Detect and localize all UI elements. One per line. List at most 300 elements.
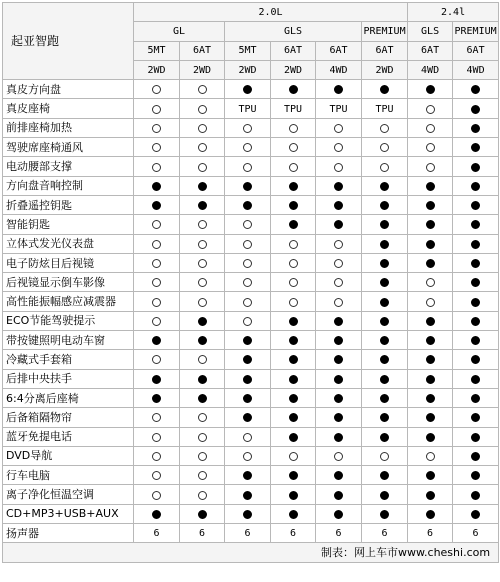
standard-cell bbox=[453, 215, 499, 234]
empty-dot-icon bbox=[198, 491, 207, 500]
empty-dot-icon bbox=[289, 143, 298, 152]
filled-dot-icon bbox=[380, 433, 389, 442]
empty-dot-icon bbox=[334, 278, 343, 287]
not-available-cell bbox=[225, 273, 271, 292]
filled-dot-icon bbox=[426, 433, 435, 442]
filled-dot-icon bbox=[243, 355, 252, 364]
feature-label: 高性能振幅感应减震器 bbox=[3, 292, 134, 311]
table-row bbox=[3, 408, 499, 427]
filled-dot-icon bbox=[380, 471, 389, 480]
filled-dot-icon bbox=[380, 298, 389, 307]
filled-dot-icon bbox=[380, 413, 389, 422]
filled-dot-icon bbox=[243, 471, 252, 480]
not-available-cell bbox=[180, 408, 225, 427]
filled-dot-icon bbox=[471, 413, 480, 422]
filled-dot-icon bbox=[334, 471, 343, 480]
empty-dot-icon bbox=[289, 298, 298, 307]
feature-label: 真皮座椅 bbox=[3, 99, 134, 118]
standard-cell bbox=[271, 466, 316, 485]
filled-dot-icon bbox=[380, 240, 389, 249]
not-available-cell bbox=[316, 292, 362, 311]
filled-dot-icon bbox=[426, 491, 435, 500]
table-row bbox=[3, 292, 499, 311]
not-available-cell bbox=[225, 118, 271, 137]
filled-dot-icon bbox=[289, 336, 298, 345]
empty-dot-icon bbox=[198, 278, 207, 287]
drive-header: 2WD bbox=[134, 60, 180, 79]
filled-dot-icon bbox=[426, 355, 435, 364]
cell-value: 6 bbox=[472, 528, 479, 540]
not-available-cell bbox=[408, 138, 453, 157]
empty-dot-icon bbox=[198, 355, 207, 364]
filled-dot-icon bbox=[289, 510, 298, 519]
filled-dot-icon bbox=[380, 317, 389, 326]
empty-dot-icon bbox=[152, 240, 161, 249]
standard-cell bbox=[408, 80, 453, 99]
empty-dot-icon bbox=[243, 124, 252, 133]
filled-dot-icon bbox=[471, 298, 480, 307]
filled-dot-icon bbox=[471, 355, 480, 364]
not-available-cell bbox=[316, 273, 362, 292]
filled-dot-icon bbox=[334, 394, 343, 403]
transmission-header: 6AT bbox=[453, 41, 499, 60]
standard-cell bbox=[180, 331, 225, 350]
filled-dot-icon bbox=[289, 220, 298, 229]
transmission-header: 5MT bbox=[134, 41, 180, 60]
empty-dot-icon bbox=[243, 240, 252, 249]
filled-dot-icon bbox=[380, 375, 389, 384]
feature-label: 驾驶席座椅通风 bbox=[3, 138, 134, 157]
empty-dot-icon bbox=[152, 124, 161, 133]
filled-dot-icon bbox=[471, 336, 480, 345]
standard-cell bbox=[180, 369, 225, 388]
not-available-cell bbox=[180, 446, 225, 465]
not-available-cell bbox=[134, 215, 180, 234]
table-row bbox=[3, 504, 499, 523]
empty-dot-icon bbox=[243, 278, 252, 287]
filled-dot-icon bbox=[380, 220, 389, 229]
filled-dot-icon bbox=[152, 394, 161, 403]
standard-cell bbox=[362, 311, 408, 330]
not-available-cell bbox=[225, 427, 271, 446]
not-available-cell bbox=[225, 311, 271, 330]
empty-dot-icon bbox=[152, 471, 161, 480]
not-available-cell bbox=[316, 234, 362, 253]
not-available-cell bbox=[134, 427, 180, 446]
standard-cell bbox=[453, 99, 499, 118]
standard-cell bbox=[362, 350, 408, 369]
drive-header: 4WD bbox=[408, 60, 453, 79]
empty-dot-icon bbox=[152, 413, 161, 422]
standard-cell bbox=[271, 485, 316, 504]
transmission-header: 5MT bbox=[225, 41, 271, 60]
drive-header: 2WD bbox=[180, 60, 225, 79]
empty-dot-icon bbox=[152, 278, 161, 287]
standard-cell bbox=[362, 485, 408, 504]
standard-cell bbox=[453, 427, 499, 446]
standard-cell bbox=[453, 176, 499, 195]
standard-cell bbox=[316, 215, 362, 234]
standard-cell bbox=[408, 311, 453, 330]
filled-dot-icon bbox=[198, 336, 207, 345]
cell-value: TPU bbox=[329, 103, 348, 115]
transmission-header: 6AT bbox=[271, 41, 316, 60]
standard-cell bbox=[453, 485, 499, 504]
not-available-cell bbox=[408, 446, 453, 465]
standard-cell bbox=[453, 118, 499, 137]
empty-dot-icon bbox=[152, 85, 161, 94]
standard-cell bbox=[225, 388, 271, 407]
empty-dot-icon bbox=[289, 278, 298, 287]
empty-dot-icon bbox=[426, 298, 435, 307]
filled-dot-icon bbox=[471, 124, 480, 133]
empty-dot-icon bbox=[243, 298, 252, 307]
empty-dot-icon bbox=[198, 85, 207, 94]
standard-cell bbox=[134, 176, 180, 195]
not-available-cell bbox=[225, 157, 271, 176]
standard-cell bbox=[408, 388, 453, 407]
feature-label: 真皮方向盘 bbox=[3, 80, 134, 99]
not-available-cell bbox=[180, 234, 225, 253]
empty-dot-icon bbox=[334, 163, 343, 172]
not-available-cell bbox=[362, 138, 408, 157]
not-available-cell bbox=[271, 446, 316, 465]
standard-cell bbox=[225, 504, 271, 523]
table-row bbox=[3, 350, 499, 369]
cell-value: 6 bbox=[153, 528, 160, 540]
not-available-cell bbox=[271, 273, 316, 292]
empty-dot-icon bbox=[380, 143, 389, 152]
table-row bbox=[3, 253, 499, 272]
not-available-cell bbox=[225, 446, 271, 465]
empty-dot-icon bbox=[289, 124, 298, 133]
standard-cell bbox=[316, 388, 362, 407]
trim-header: PREMIUM bbox=[453, 22, 499, 41]
filled-dot-icon bbox=[471, 510, 480, 519]
standard-cell bbox=[408, 504, 453, 523]
empty-dot-icon bbox=[426, 124, 435, 133]
not-available-cell bbox=[271, 292, 316, 311]
drive-header: 2WD bbox=[362, 60, 408, 79]
standard-cell bbox=[408, 234, 453, 253]
feature-label: 方向盘音响控制 bbox=[3, 176, 134, 195]
standard-cell bbox=[362, 466, 408, 485]
filled-dot-icon bbox=[471, 452, 480, 461]
standard-cell bbox=[453, 350, 499, 369]
filled-dot-icon bbox=[152, 375, 161, 384]
standard-cell bbox=[225, 176, 271, 195]
not-available-cell bbox=[362, 118, 408, 137]
not-available-cell bbox=[362, 446, 408, 465]
filled-dot-icon bbox=[471, 394, 480, 403]
filled-dot-icon bbox=[380, 355, 389, 364]
table-row bbox=[3, 369, 499, 388]
standard-cell bbox=[180, 176, 225, 195]
value-cell bbox=[316, 99, 362, 118]
not-available-cell bbox=[362, 157, 408, 176]
standard-cell bbox=[225, 369, 271, 388]
not-available-cell bbox=[271, 138, 316, 157]
filled-dot-icon bbox=[380, 201, 389, 210]
standard-cell bbox=[271, 388, 316, 407]
standard-cell bbox=[134, 388, 180, 407]
filled-dot-icon bbox=[426, 182, 435, 191]
not-available-cell bbox=[134, 292, 180, 311]
empty-dot-icon bbox=[152, 491, 161, 500]
filled-dot-icon bbox=[289, 433, 298, 442]
not-available-cell bbox=[180, 485, 225, 504]
empty-dot-icon bbox=[198, 413, 207, 422]
not-available-cell bbox=[180, 215, 225, 234]
table-row bbox=[3, 331, 499, 350]
standard-cell bbox=[316, 466, 362, 485]
not-available-cell bbox=[316, 446, 362, 465]
not-available-cell bbox=[134, 157, 180, 176]
standard-cell bbox=[408, 485, 453, 504]
empty-dot-icon bbox=[198, 240, 207, 249]
standard-cell bbox=[316, 80, 362, 99]
standard-cell bbox=[134, 504, 180, 523]
filled-dot-icon bbox=[471, 163, 480, 172]
standard-cell bbox=[362, 427, 408, 446]
filled-dot-icon bbox=[334, 220, 343, 229]
standard-cell bbox=[362, 408, 408, 427]
not-available-cell bbox=[134, 408, 180, 427]
standard-cell bbox=[362, 195, 408, 214]
not-available-cell bbox=[180, 292, 225, 311]
standard-cell bbox=[408, 427, 453, 446]
filled-dot-icon bbox=[471, 278, 480, 287]
standard-cell bbox=[362, 215, 408, 234]
not-available-cell bbox=[316, 138, 362, 157]
empty-dot-icon bbox=[198, 143, 207, 152]
empty-dot-icon bbox=[289, 259, 298, 268]
feature-label: 冷藏式手套箱 bbox=[3, 350, 134, 369]
empty-dot-icon bbox=[152, 317, 161, 326]
standard-cell bbox=[362, 234, 408, 253]
filled-dot-icon bbox=[471, 240, 480, 249]
value-cell bbox=[453, 524, 499, 543]
standard-cell bbox=[180, 504, 225, 523]
drive-header: 4WD bbox=[316, 60, 362, 79]
filled-dot-icon bbox=[289, 375, 298, 384]
standard-cell bbox=[316, 195, 362, 214]
filled-dot-icon bbox=[380, 336, 389, 345]
filled-dot-icon bbox=[426, 220, 435, 229]
filled-dot-icon bbox=[471, 85, 480, 94]
standard-cell bbox=[362, 504, 408, 523]
standard-cell bbox=[271, 408, 316, 427]
standard-cell bbox=[271, 215, 316, 234]
filled-dot-icon bbox=[426, 317, 435, 326]
table-row bbox=[3, 215, 499, 234]
transmission-header: 6AT bbox=[362, 41, 408, 60]
empty-dot-icon bbox=[152, 298, 161, 307]
standard-cell bbox=[453, 253, 499, 272]
empty-dot-icon bbox=[243, 317, 252, 326]
filled-dot-icon bbox=[289, 182, 298, 191]
empty-dot-icon bbox=[426, 278, 435, 287]
feature-label: CD+MP3+USB+AUX bbox=[3, 504, 134, 523]
cell-value: TPU bbox=[238, 103, 257, 115]
not-available-cell bbox=[134, 311, 180, 330]
filled-dot-icon bbox=[426, 336, 435, 345]
filled-dot-icon bbox=[471, 182, 480, 191]
empty-dot-icon bbox=[152, 452, 161, 461]
feature-label: 后排中央扶手 bbox=[3, 369, 134, 388]
filled-dot-icon bbox=[380, 182, 389, 191]
standard-cell bbox=[408, 331, 453, 350]
empty-dot-icon bbox=[426, 105, 435, 114]
empty-dot-icon bbox=[198, 471, 207, 480]
standard-cell bbox=[225, 485, 271, 504]
not-available-cell bbox=[408, 118, 453, 137]
standard-cell bbox=[271, 195, 316, 214]
filled-dot-icon bbox=[334, 85, 343, 94]
filled-dot-icon bbox=[334, 433, 343, 442]
standard-cell bbox=[362, 292, 408, 311]
filled-dot-icon bbox=[380, 510, 389, 519]
cell-value: 6 bbox=[198, 528, 206, 540]
standard-cell bbox=[408, 176, 453, 195]
standard-cell bbox=[316, 427, 362, 446]
not-available-cell bbox=[134, 80, 180, 99]
filled-dot-icon bbox=[426, 240, 435, 249]
standard-cell bbox=[453, 311, 499, 330]
standard-cell bbox=[453, 292, 499, 311]
not-available-cell bbox=[134, 234, 180, 253]
empty-dot-icon bbox=[152, 163, 161, 172]
standard-cell bbox=[316, 408, 362, 427]
filled-dot-icon bbox=[243, 394, 252, 403]
standard-cell bbox=[408, 253, 453, 272]
standard-cell bbox=[134, 369, 180, 388]
trim-header: PREMIUM bbox=[362, 22, 408, 41]
table-row bbox=[3, 311, 499, 330]
standard-cell bbox=[316, 350, 362, 369]
not-available-cell bbox=[225, 215, 271, 234]
standard-cell bbox=[362, 253, 408, 272]
cell-value: 6 bbox=[381, 528, 388, 540]
feature-label: DVD导航 bbox=[3, 446, 134, 465]
filled-dot-icon bbox=[471, 317, 480, 326]
drive-header: 2WD bbox=[271, 60, 316, 79]
filled-dot-icon bbox=[334, 317, 343, 326]
transmission-header: 6AT bbox=[180, 41, 225, 60]
empty-dot-icon bbox=[243, 143, 252, 152]
filled-dot-icon bbox=[243, 491, 252, 500]
filled-dot-icon bbox=[426, 413, 435, 422]
empty-dot-icon bbox=[152, 105, 161, 114]
not-available-cell bbox=[134, 485, 180, 504]
not-available-cell bbox=[225, 234, 271, 253]
filled-dot-icon bbox=[334, 510, 343, 519]
standard-cell bbox=[408, 350, 453, 369]
not-available-cell bbox=[225, 292, 271, 311]
empty-dot-icon bbox=[243, 452, 252, 461]
cell-value: TPU bbox=[283, 103, 303, 115]
empty-dot-icon bbox=[198, 220, 207, 229]
filled-dot-icon bbox=[289, 201, 298, 210]
standard-cell bbox=[316, 485, 362, 504]
standard-cell bbox=[271, 350, 316, 369]
not-available-cell bbox=[225, 253, 271, 272]
table-row bbox=[3, 466, 499, 485]
not-available-cell bbox=[180, 253, 225, 272]
standard-cell bbox=[271, 80, 316, 99]
filled-dot-icon bbox=[334, 201, 343, 210]
spec-table-body bbox=[3, 3, 499, 563]
standard-cell bbox=[453, 408, 499, 427]
not-available-cell bbox=[180, 466, 225, 485]
filled-dot-icon bbox=[471, 471, 480, 480]
standard-cell bbox=[134, 331, 180, 350]
filled-dot-icon bbox=[243, 85, 252, 94]
filled-dot-icon bbox=[380, 278, 389, 287]
drive-header: 4WD bbox=[453, 60, 499, 79]
not-available-cell bbox=[134, 446, 180, 465]
empty-dot-icon bbox=[289, 452, 298, 461]
standard-cell bbox=[453, 388, 499, 407]
standard-cell bbox=[453, 446, 499, 465]
value-cell bbox=[362, 99, 408, 118]
standard-cell bbox=[453, 138, 499, 157]
table-row bbox=[3, 99, 499, 118]
filled-dot-icon bbox=[198, 510, 207, 519]
not-available-cell bbox=[180, 118, 225, 137]
filled-dot-icon bbox=[471, 259, 480, 268]
not-available-cell bbox=[180, 99, 225, 118]
standard-cell bbox=[316, 176, 362, 195]
feature-label: 后备箱隔物帘 bbox=[3, 408, 134, 427]
empty-dot-icon bbox=[198, 163, 207, 172]
standard-cell bbox=[316, 331, 362, 350]
table-row bbox=[3, 80, 499, 99]
feature-label: 折叠遥控钥匙 bbox=[3, 195, 134, 214]
standard-cell bbox=[316, 311, 362, 330]
empty-dot-icon bbox=[198, 452, 207, 461]
filled-dot-icon bbox=[198, 201, 207, 210]
spec-table-container bbox=[2, 2, 498, 563]
cell-value: 6 bbox=[427, 528, 434, 540]
standard-cell bbox=[271, 427, 316, 446]
empty-dot-icon bbox=[152, 220, 161, 229]
value-cell bbox=[408, 524, 453, 543]
not-available-cell bbox=[180, 273, 225, 292]
filled-dot-icon bbox=[243, 182, 252, 191]
filled-dot-icon bbox=[289, 317, 298, 326]
not-available-cell bbox=[134, 99, 180, 118]
filled-dot-icon bbox=[334, 336, 343, 345]
filled-dot-icon bbox=[426, 375, 435, 384]
standard-cell bbox=[134, 195, 180, 214]
standard-cell bbox=[271, 311, 316, 330]
filled-dot-icon bbox=[198, 182, 207, 191]
filled-dot-icon bbox=[243, 510, 252, 519]
table-row bbox=[3, 118, 499, 137]
value-cell bbox=[225, 524, 271, 543]
standard-cell bbox=[362, 80, 408, 99]
cell-value: 6 bbox=[244, 528, 251, 540]
cell-value: 6 bbox=[335, 528, 342, 540]
filled-dot-icon bbox=[198, 394, 207, 403]
standard-cell bbox=[362, 273, 408, 292]
trim-header: GLS bbox=[225, 22, 362, 41]
standard-cell bbox=[408, 215, 453, 234]
engine-header-2-0l: 2.0L bbox=[134, 3, 408, 22]
standard-cell bbox=[408, 408, 453, 427]
not-available-cell bbox=[134, 350, 180, 369]
